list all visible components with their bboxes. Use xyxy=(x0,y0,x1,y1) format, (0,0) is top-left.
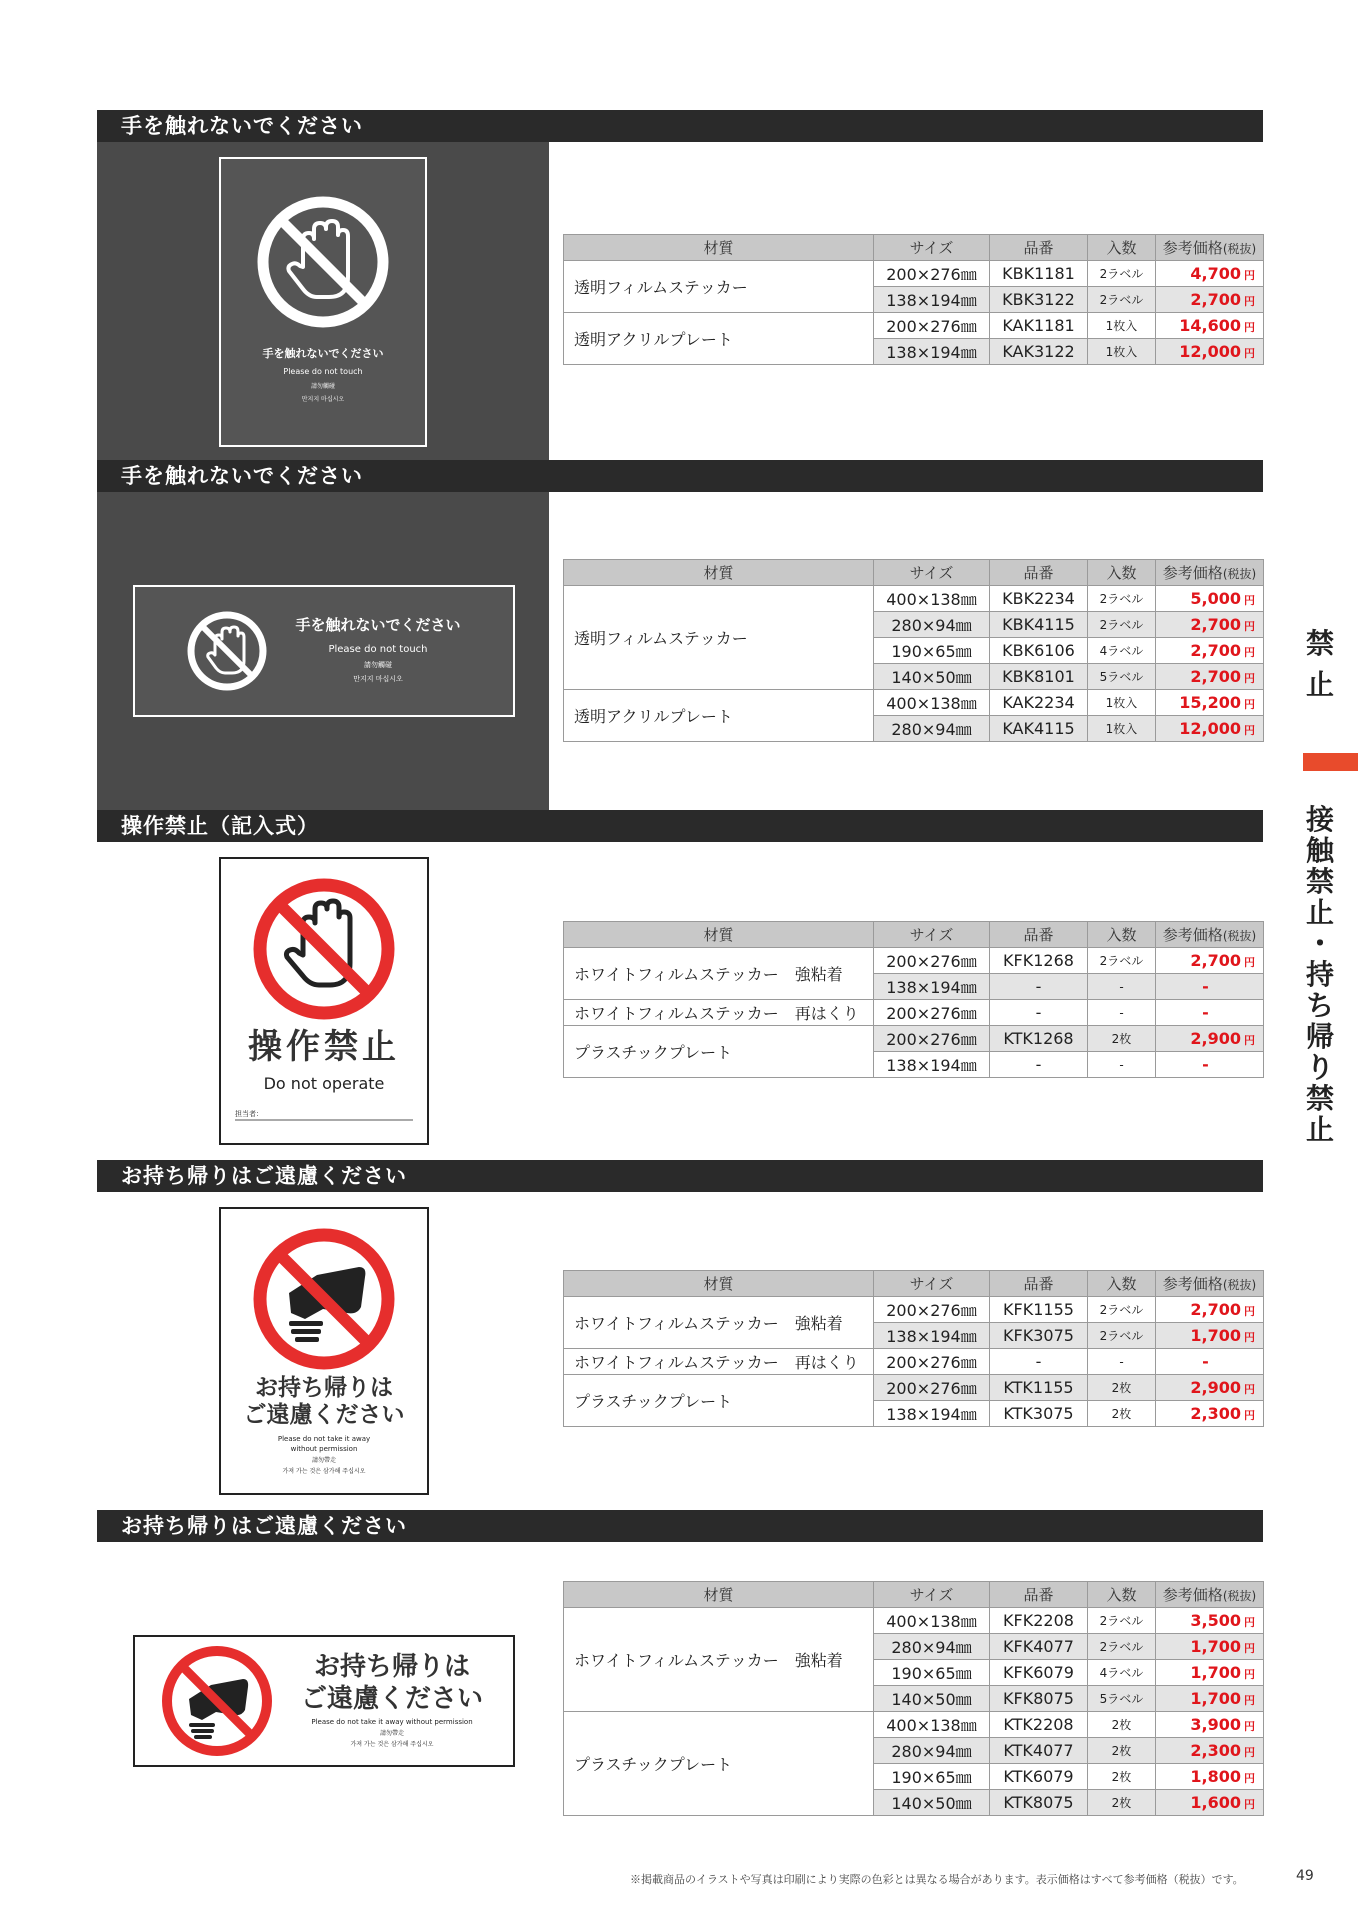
sign-jp-line2: ご遠慮ください xyxy=(243,1402,405,1428)
table-row: 138×194㎜ KTK3075 2枚 2,300 円 xyxy=(564,1401,1264,1427)
table-row: 138×194㎜ KAK3122 1枚入 12,000 円 xyxy=(564,339,1264,365)
spec-table xyxy=(563,1581,1264,1816)
table-row: プラスチックプレート 400×138㎜ KTK2208 2枚 3,900 円 xyxy=(564,1712,1264,1738)
footnote: ※掲載商品のイラストや写真は印刷により実際の色彩とは異なる場合があります。表示価格はすべて参考価格（税抜）です。 xyxy=(630,1873,1244,1886)
table-row: 138×194㎜ - - - xyxy=(564,974,1264,1000)
table-row: 280×94㎜ KBK4115 2ラベル 2,700 円 xyxy=(564,612,1264,638)
sign-ko: 만지지 마십시오 xyxy=(353,675,403,683)
sign-en-line2: without permission xyxy=(290,1445,358,1453)
page-number: 49 xyxy=(1296,1868,1314,1884)
sign-en: Please do not touch xyxy=(283,367,363,376)
table-row: ホワイトフィルムステッカー 再はくり 200×276㎜ - - - xyxy=(564,1349,1264,1375)
table-row: 138×194㎜ - - - xyxy=(564,1052,1264,1078)
sign-en-line1: Please do not take it away xyxy=(277,1435,371,1443)
no-take-away-sign-landscape xyxy=(133,1635,515,1767)
sign-jp: 手を触れないでください xyxy=(295,616,461,634)
sign-zh: 請勿觸碰 xyxy=(310,383,336,390)
spec-table xyxy=(563,921,1264,1078)
sign-zh: 請勿帶走 xyxy=(379,1730,405,1737)
table-row: 透明アクリルプレート 400×138㎜ KAK2234 1枚入 15,200 円 xyxy=(564,690,1264,716)
sign-jp-line1: お持ち帰りは xyxy=(255,1375,393,1401)
table-row: 280×94㎜ KFK4077 2ラベル 1,700 円 xyxy=(564,1634,1264,1660)
table-header: 材質 サイズ 品番 入数 参考価格(税抜) xyxy=(564,560,1264,586)
side-category-label: 禁 止 xyxy=(1305,627,1334,701)
do-not-operate-sign xyxy=(219,857,429,1145)
table-header: 材質 サイズ 品番 入数 参考価格(税抜) xyxy=(564,235,1264,261)
table-row: 190×65㎜ KBK6106 4ラベル 2,700 円 xyxy=(564,638,1264,664)
table-row: 138×194㎜ KBK3122 2ラベル 2,700 円 xyxy=(564,287,1264,313)
table-row: プラスチックプレート 200×276㎜ KTK1155 2枚 2,900 円 xyxy=(564,1375,1264,1401)
sign-ko: 가져 가는 것은 삼가해 주십시오 xyxy=(282,1468,366,1475)
table-row: ホワイトフィルムステッカー 強粘着 200×276㎜ KFK1268 2ラベル 2,700 円 xyxy=(564,948,1264,974)
section-title: 手を触れないでください xyxy=(97,110,1263,142)
table-row: プラスチックプレート 200×276㎜ KTK1268 2枚 2,900 円 xyxy=(564,1026,1264,1052)
product-image-panel xyxy=(97,142,549,460)
table-row: 140×50㎜ KBK8101 5ラベル 2,700 円 xyxy=(564,664,1264,690)
sign-jp: 操作禁止 xyxy=(248,1027,400,1067)
table-row: 140×50㎜ KTK8075 2枚 1,600 円 xyxy=(564,1790,1264,1816)
sign-ko: 만지지 마십시오 xyxy=(301,396,345,403)
table-header: 材質 サイズ 品番 入数 参考価格(税抜) xyxy=(564,922,1264,948)
sign-zh: 請勿觸碰 xyxy=(364,661,392,669)
sign-zh: 請勿帶走 xyxy=(311,1457,337,1464)
table-row: 140×50㎜ KFK8075 5ラベル 1,700 円 xyxy=(564,1686,1264,1712)
side-subcategory-label: 接 触 禁 止 ・ 持 ち 帰 り 禁 止 xyxy=(1305,803,1334,1146)
section-title: 操作禁止（記入式） xyxy=(97,810,1263,842)
table-header: 材質 サイズ 品番 入数 参考価格(税抜) xyxy=(564,1582,1264,1608)
sign-field-label: 担当者： xyxy=(235,1110,263,1118)
table-row: 190×65㎜ KTK6079 2枚 1,800 円 xyxy=(564,1764,1264,1790)
section-title: 手を触れないでください xyxy=(97,460,1263,492)
product-image-panel xyxy=(97,492,549,810)
spec-table xyxy=(563,1270,1264,1427)
table-row: 透明フィルムステッカー 400×138㎜ KBK2234 2ラベル 5,000 円 xyxy=(564,586,1264,612)
table-row: 280×94㎜ KAK4115 1枚入 12,000 円 xyxy=(564,716,1264,742)
spec-table xyxy=(563,234,1264,365)
sign-en: Do not operate xyxy=(263,1074,385,1093)
sign-jp: 手を触れないでください xyxy=(262,347,384,360)
sign-ko: 가져 가는 것은 삼가해 주십시오 xyxy=(350,1741,434,1748)
sign-en: Please do not take it away without permission xyxy=(311,1718,473,1726)
spec-table xyxy=(563,559,1264,742)
table-row: 138×194㎜ KFK3075 2ラベル 1,700 円 xyxy=(564,1323,1264,1349)
table-row: ホワイトフィルムステッカー 強粘着 400×138㎜ KFK2208 2ラベル 3,500 円 xyxy=(564,1608,1264,1634)
table-row: 透明アクリルプレート 200×276㎜ KAK1181 1枚入 14,600 円 xyxy=(564,313,1264,339)
do-not-touch-sign-landscape xyxy=(133,585,515,717)
do-not-touch-sign-portrait xyxy=(219,157,427,447)
no-take-away-sign-portrait xyxy=(219,1207,429,1495)
sign-jp-line2: ご遠慮ください xyxy=(300,1684,484,1714)
table-header: 材質 サイズ 品番 入数 参考価格(税抜) xyxy=(564,1271,1264,1297)
table-row: ホワイトフィルムステッカー 再はくり 200×276㎜ - - - xyxy=(564,1000,1264,1026)
section-title: お持ち帰りはご遠慮ください xyxy=(97,1160,1263,1192)
table-row: ホワイトフィルムステッカー 強粘着 200×276㎜ KFK1155 2ラベル 2,700 円 xyxy=(564,1297,1264,1323)
section-title: お持ち帰りはご遠慮ください xyxy=(97,1510,1263,1542)
table-row: 190×65㎜ KFK6079 4ラベル 1,700 円 xyxy=(564,1660,1264,1686)
side-accent-bar xyxy=(1303,753,1358,771)
sign-en: Please do not touch xyxy=(328,644,428,655)
sign-jp-line1: お持ち帰りは xyxy=(313,1652,471,1682)
table-row: 透明フィルムステッカー 200×276㎜ KBK1181 2ラベル 4,700 円 xyxy=(564,261,1264,287)
table-row: 280×94㎜ KTK4077 2枚 2,300 円 xyxy=(564,1738,1264,1764)
